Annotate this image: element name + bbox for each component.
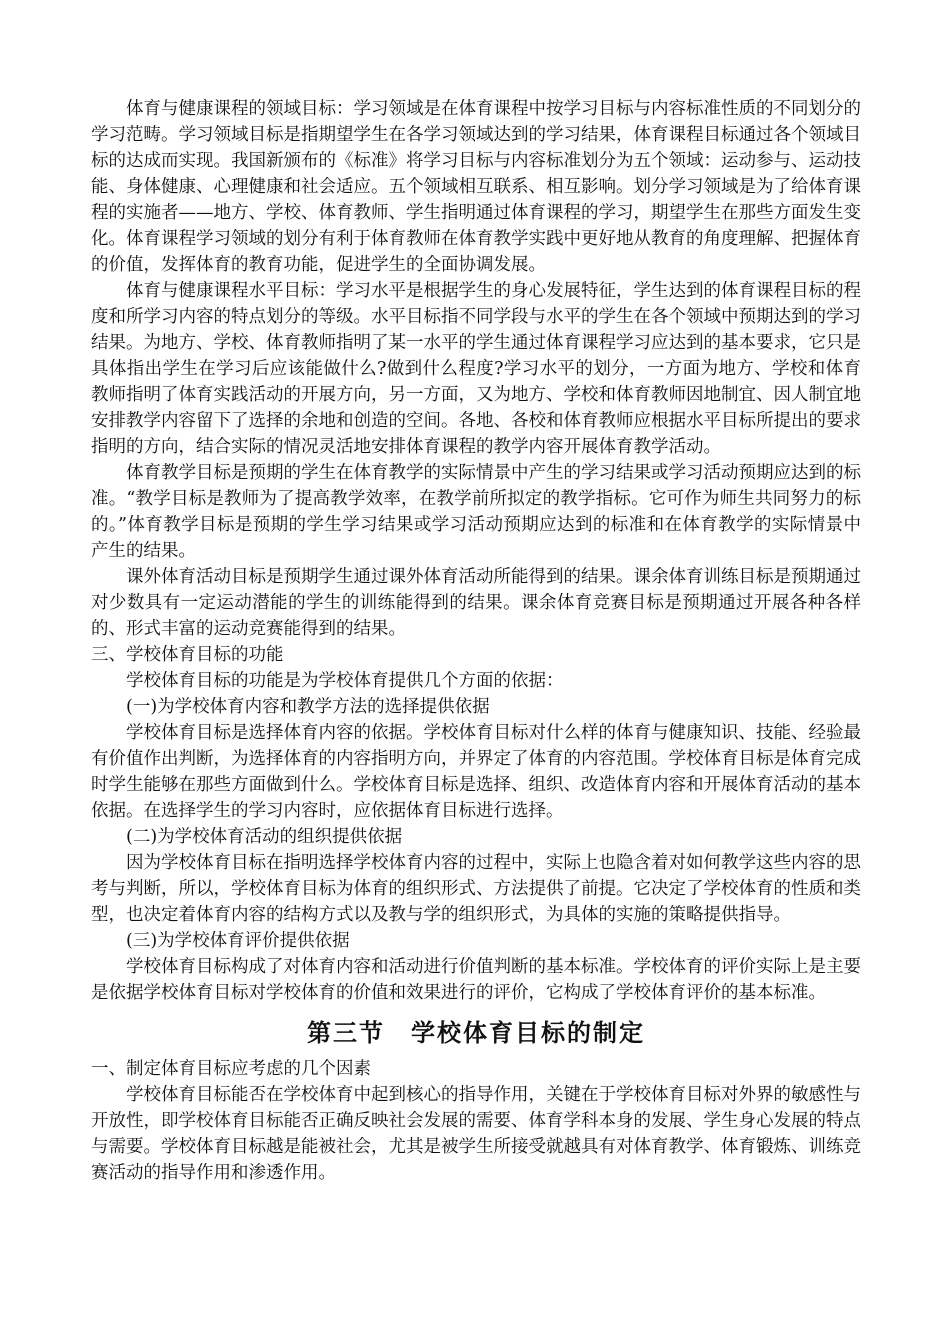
paragraph-content-selection: 学校体育目标是选择体育内容的依据。学校体育目标对什么样的体育与健康知识、技能、经验最有价值作出判断，为选择体育的内容指明方向，并界定了体育的内容范围。学校体育目标是体育完成时学生能够在那些方面做到什么。学校体育目标是选择、组织、改造体育内容和开展体育活动的基本依据。在选择学生的学习内容时，应依据体育目标进行选择。 [91,723,861,821]
paragraph-factors: 学校体育目标能否在学校体育中起到核心的指导作用，关键在于学校体育目标对外界的敏感性与开放性，即学校体育目标能否正确反映社会发展的需要、体育学科本身的发展、学生身心发展的特点与需要。学校体育目标越是能被社会，尤其是被学生所接受就越具有对体育教学、体育锻炼、训练竞赛活动的指导作用和渗透作用。 [91,1085,861,1183]
subheading-content-selection: (一)为学校体育内容和教学方法的选择提供依据 [126,697,490,717]
subheading-evaluation: (三)为学校体育评价提供依据 [126,931,350,951]
heading-goal-functions: 三、学校体育目标的功能 [91,645,284,665]
heading-factors: 一、制定体育目标应考虑的几个因素 [91,1059,371,1079]
paragraph-evaluation: 学校体育目标构成了对体育内容和活动进行价值判断的基本标准。学校体育的评价实际上是主要是依据学校体育目标对学校体育的价值和效果进行的评价，它构成了学校体育评价的基本标准。 [91,957,861,1003]
paragraph-functions-intro: 学校体育目标的功能是为学校体育提供几个方面的依据： [126,671,564,691]
paragraph-domain-goals: 体育与健康课程的领域目标：学习领域是在体育课程中按学习目标与内容标准性质的不同划分的学习范畴。学习领域目标是指期望学生在各学习领域达到的学习结果，体育课程目标通过各个领域目标的达成而实现。我国新颁布的《标准》将学习目标与内容标准划分为五个领域：运动参与、运动技能、身体健康、心理健康和社会适应。五个领域相互联系、相互影响。划分学习领域是为了给体育课程的实施者——地方、学校、体育教师、学生指明通过体育课程的学习，期望学生在那些方面发生变化。体育课程学习领域的划分有利于体育教师在体育教学实践中更好地从教育的角度理解、把握体育的价值，发挥体育的教育功能，促进学生的全面协调发展。 [91,99,861,275]
paragraph-extracurricular-goals: 课外体育活动目标是预期学生通过课外体育活动所能得到的结果。课余体育训练目标是预期通过对少数具有一定运动潜能的学生的训练能得到的结果。课余体育竞赛目标是预期通过开展各种各样的、形式丰富的运动竞赛能得到的结果。 [91,567,861,639]
paragraph-teaching-goals: 体育教学目标是预期的学生在体育教学的实际情景中产生的学习结果或学习活动预期应达到的标准。“教学目标是教师为了提高教学效率，在教学前所拟定的教学指标。它可作为师生共同努力的标的。”体育教学目标是预期的学生学习结果或学习活动预期应达到的标准和在体育教学的实际情景中产生的结果。 [91,463,861,561]
document-page [91,96,861,1186]
section-title: 第三节 学校体育目标的制定 [307,1018,645,1047]
paragraph-activity-organization: 因为学校体育目标在指明选择学校体育内容的过程中，实际上也隐含着对如何教学这些内容的思考与判断，所以，学校体育目标为体育的组织形式、方法提供了前提。它决定了学校体育的性质和类型，也决定着体育内容的结构方式以及教与学的组织形式，为具体的实施的策略提供指导。 [91,853,861,925]
subheading-activity-organization: (二)为学校体育活动的组织提供依据 [126,827,403,847]
paragraph-level-goals: 体育与健康课程水平目标：学习水平是根据学生的身心发展特征，学生达到的体育课程目标的程度和所学习内容的特点划分的等级。水平目标指不同学段与水平的学生在各个领域中预期达到的学习结果。为地方、学校、体育教师指明了某一水平的学生通过体育课程学习应达到的基本要求，它只是具体指出学生在学习后应该能做什么?做到什么程度?学习水平的划分，一方面为地方、学校和体育教师指明了体育实践活动的开展方向，另一方面，又为地方、学校和体育教师因地制宜、因人制宜地安排教学内容留下了选择的余地和创造的空间。各地、各校和体育教师应根据水平目标所提出的要求指明的方向，结合实际的情况灵活地安排体育课程的教学内容开展体育教学活动。 [91,281,861,457]
